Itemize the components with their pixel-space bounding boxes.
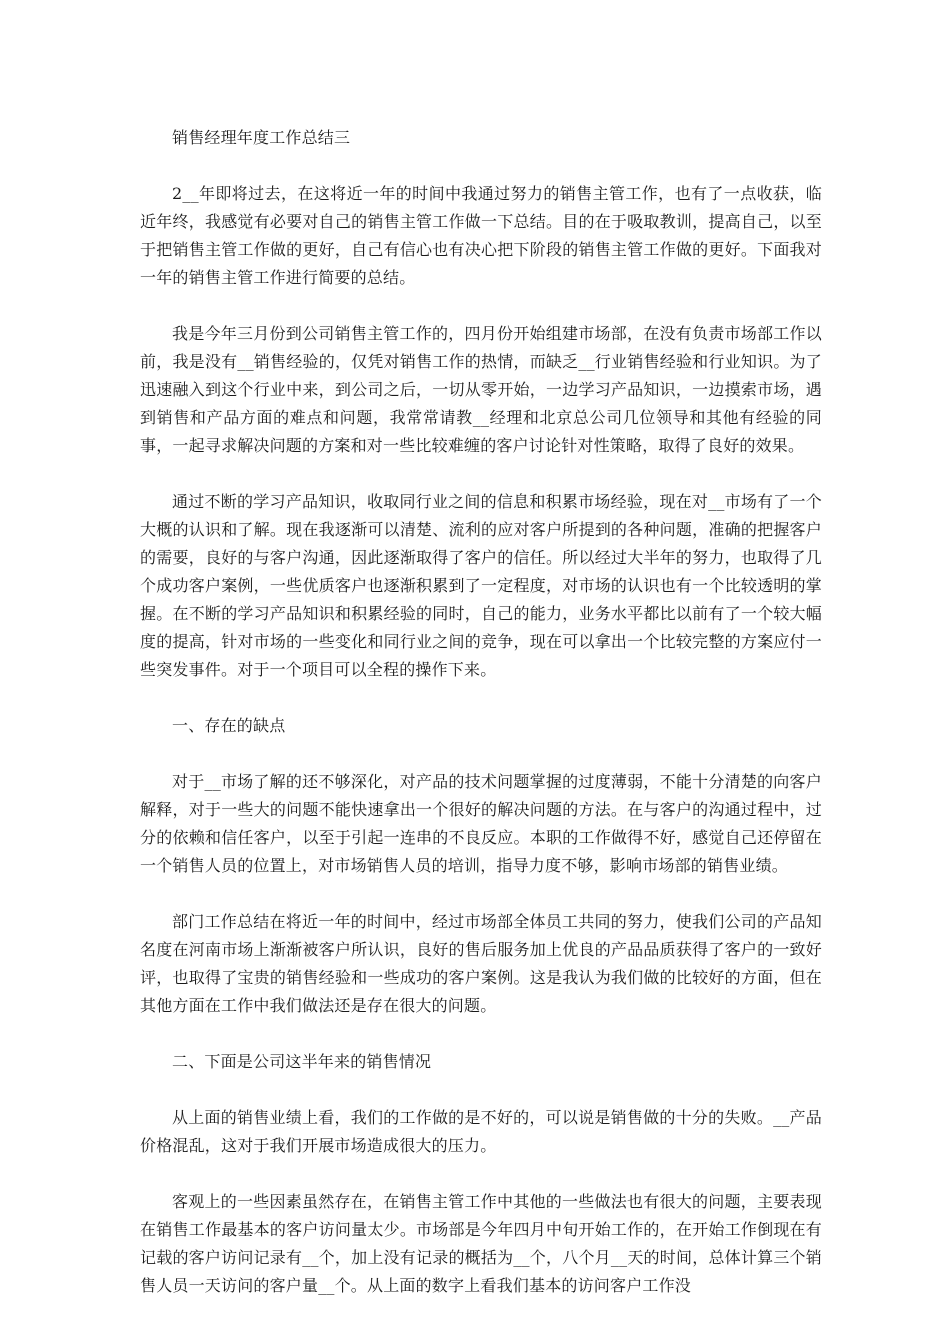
paragraph-visit-analysis: 客观上的一些因素虽然存在，在销售主管工作中其他的一些做法也有很大的问题，主要表现在销售工作最基本的客户访问量太少。市场部是今年四月中旬开始工作的，在开始工作倒现在有记载的客户访问记录有__个，加上没有记录的概括为__个，八个月__天的时间，总体计算三个销售人员一天访问的客户量__个。从上面的数字上看我们基本的访问客户工作没 — [140, 1192, 822, 1295]
document-body — [140, 124, 822, 1300]
paragraph-progress: 通过不断的学习产品知识，收取同行业之间的信息和积累市场经验，现在对__市场有了一个大概的认识和了解。现在我逐渐可以清楚、流利的应对客户所提到的各种问题，准确的把握客户的需要，良好的与客户沟通，因此逐渐取得了客户的信任。所以经过大半年的努力，也取得了几个成功客户案例，一些优质客户也逐渐积累到了一定程度，对市场的认识也有一个比较透明的掌握。在不断的学习产品知识和积累经验的同时，自己的能力，业务水平都比以前有了一个较大幅度的提高，针对市场的一些变化和同行业之间的竞争，现在可以拿出一个比较完整的方案应付一些突发事件。对于一个项目可以全程的操作下来。 — [140, 492, 822, 679]
section-heading-sales: 二、下面是公司这半年来的销售情况 — [172, 1052, 432, 1071]
document-title: 销售经理年度工作总结三 — [172, 128, 351, 147]
paragraph-intro: 2__年即将过去，在这将近一年的时间中我通过努力的销售主管工作，也有了一点收获，临近年终，我感觉有必要对自己的销售主管工作做一下总结。目的在于吸取教训，提高自己，以至于把销售主管工作做的更好，自己有信心也有决心把下阶段的销售主管工作做的更好。下面我对一年的销售主管工作进行简要的总结。 — [140, 184, 822, 287]
paragraph-sales-results: 从上面的销售业绩上看，我们的工作做的是不好的，可以说是销售做的十分的失败。__产品价格混乱，这对于我们开展市场造成很大的压力。 — [140, 1108, 822, 1155]
paragraph-shortcomings: 对于__市场了解的还不够深化，对产品的技术问题掌握的过度薄弱，不能十分清楚的向客户解释，对于一些大的问题不能快速拿出一个很好的解决问题的方法。在与客户的沟通过程中，过分的依赖和信任客户，以至于引起一连串的不良反应。本职的工作做得不好，感觉自己还停留在一个销售人员的位置上，对市场销售人员的培训，指导力度不够，影响市场部的销售业绩。 — [140, 772, 822, 875]
section-heading-shortcomings: 一、存在的缺点 — [172, 716, 286, 735]
paragraph-department-summary: 部门工作总结在将近一年的时间中，经过市场部全体员工共同的努力，使我们公司的产品知名度在河南市场上渐渐被客户所认识，良好的售后服务加上优良的产品品质获得了客户的一致好评，也取得了宝贵的销售经验和一些成功的客户案例。这是我认为我们做的比较好的方面，但在其他方面在工作中我们做法还是存在很大的问题。 — [140, 912, 822, 1015]
paragraph-background: 我是今年三月份到公司销售主管工作的，四月份开始组建市场部，在没有负责市场部工作以前，我是没有__销售经验的，仅凭对销售工作的热情，而缺乏__行业销售经验和行业知识。为了迅速融入到这个行业中来，到公司之后，一切从零开始，一边学习产品知识，一边摸索市场，遇到销售和产品方面的难点和问题，我常常请教__经理和北京总公司几位领导和其他有经验的同事，一起寻求解决问题的方案和对一些比较难缠的客户讨论针对性策略，取得了良好的效果。 — [140, 324, 822, 455]
